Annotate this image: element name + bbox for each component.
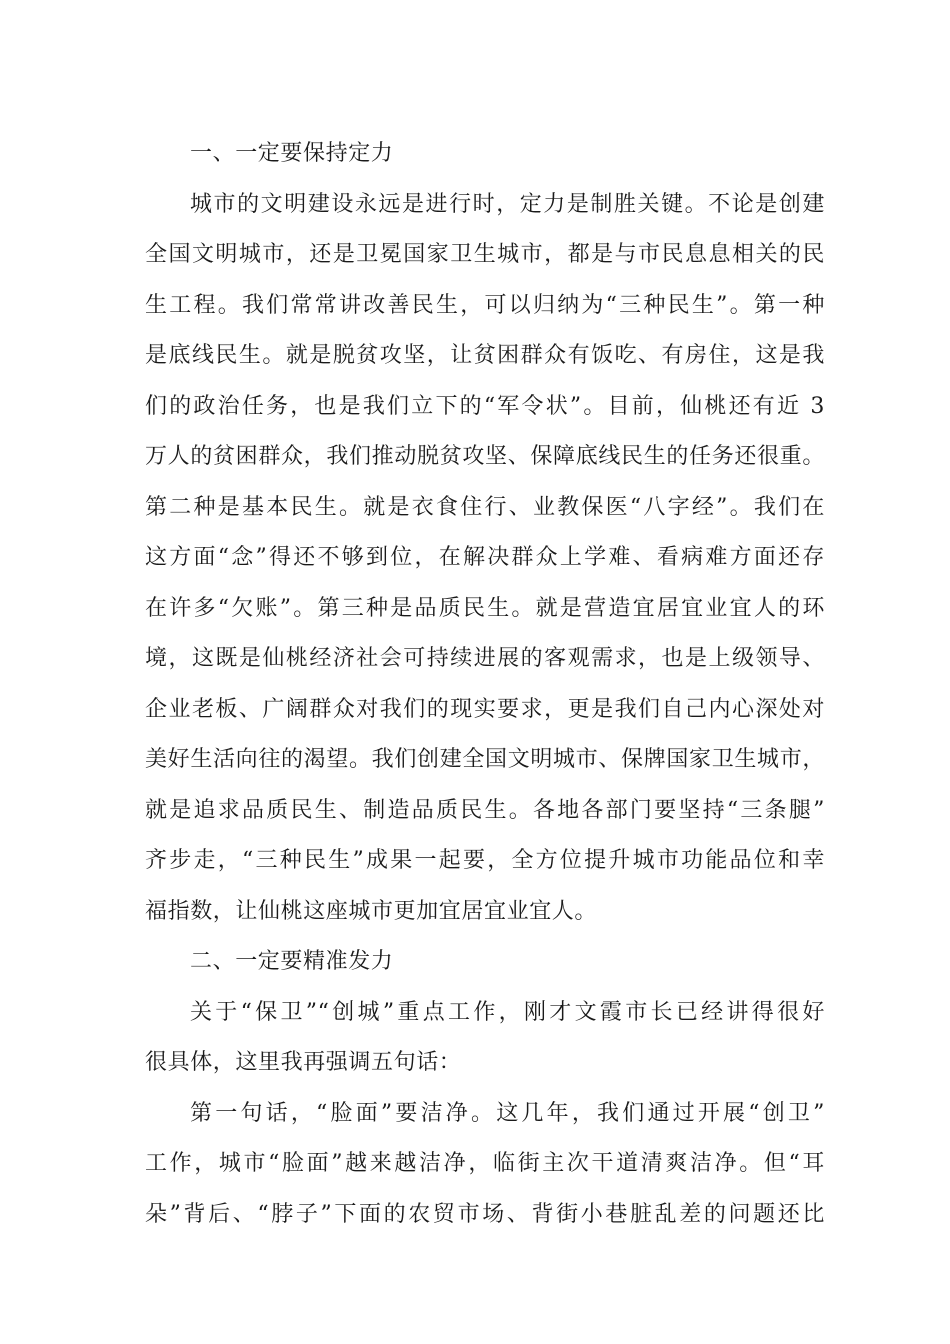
paragraph-line: 在许多“欠账”。第三种是品质民生。就是营造宜居宜业宜人的环 (145, 595, 825, 621)
paragraph-line: 这方面“念”得还不够到位，在解决群众上学难、看病难方面还存 (145, 545, 825, 570)
document-body (145, 129, 825, 1240)
paragraph-line: 福指数，让仙桃这座城市更加宜居宜业宜人。 (145, 898, 598, 924)
section-heading-1: 一、一定要保持定力 (190, 141, 394, 166)
paragraph-line: 关于“保卫”“创城”重点工作，刚才文霞市长已经讲得很好 (190, 999, 825, 1025)
paragraph-line: 们的政治任务，也是我们立下的“军令状”。目前，仙桃还有近 3 (145, 393, 825, 419)
paragraph-line: 很具体，这里我再强调五句话： (145, 1050, 462, 1075)
paragraph-line: 美好生活向往的渴望。我们创建全国文明城市、保牌国家卫生城市， (145, 747, 825, 772)
paragraph-line: 齐步走，“三种民生”成果一起要，全方位提升城市功能品位和幸 (145, 848, 825, 873)
paragraph-line: 第一句话，“脸面”要洁净。这几年，我们通过开展“创卫” (190, 1100, 825, 1126)
paragraph-line: 全国文明城市，还是卫冕国家卫生城市，都是与市民息息相关的民 (145, 242, 825, 267)
paragraph-line: 企业老板、广阔群众对我们的现实要求，更是我们自己内心深处对 (145, 696, 825, 722)
paragraph-line: 万人的贫困群众，我们推动脱贫攻坚、保障底线民生的任务还很重。 (145, 444, 825, 469)
section-heading-2: 二、一定要精准发力 (190, 949, 394, 974)
paragraph-line: 就是追求品质民生、制造品质民生。各地各部门要坚持“三条腿” (145, 797, 825, 823)
paragraph-line: 工作，城市“脸面”越来越洁净，临街主次干道清爽洁净。但“耳 (145, 1151, 825, 1176)
paragraph-line: 朵”背后、“脖子”下面的农贸市场、背街小巷脏乱差的问题还比 (145, 1201, 825, 1227)
paragraph-line: 城市的文明建设永远是进行时，定力是制胜关键。不论是创建 (190, 191, 825, 217)
paragraph-line: 境，这既是仙桃经济社会可持续进展的客观需求，也是上级领导、 (145, 646, 825, 671)
paragraph-line: 是底线民生。就是脱贫攻坚，让贫困群众有饭吃、有房住，这是我 (145, 343, 825, 368)
paragraph-line: 生工程。我们常常讲改善民生，可以归纳为“三种民生”。第一种 (145, 292, 825, 318)
paragraph-line: 第二种是基本民生。就是衣食住行、业教保医“八字经”。我们在 (145, 494, 825, 520)
